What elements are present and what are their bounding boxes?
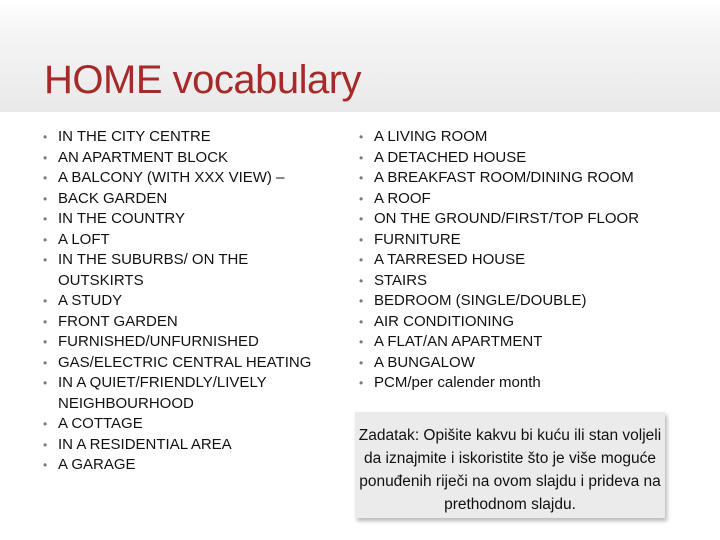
list-item: • A GARAGE bbox=[43, 455, 348, 476]
list-item: • AN APARTMENT BLOCK bbox=[43, 148, 348, 169]
list-item: • A TARRESED HOUSE bbox=[359, 250, 704, 271]
list-item: • A BREAKFAST ROOM/DINING ROOM bbox=[359, 168, 704, 189]
list-item: • ON THE GROUND/FIRST/TOP FLOOR bbox=[359, 209, 704, 230]
list-item: • STAIRS bbox=[359, 271, 704, 292]
list-item: • BEDROOM (SINGLE/DOUBLE) bbox=[359, 291, 704, 312]
list-item: • A COTTAGE bbox=[43, 414, 348, 435]
list-item: • IN THE COUNTRY bbox=[43, 209, 348, 230]
list-item: • IN A RESIDENTIAL AREA bbox=[43, 435, 348, 456]
list-item: • GAS/ELECTRIC CENTRAL HEATING bbox=[43, 353, 348, 374]
list-item: • FURNITURE bbox=[359, 230, 704, 251]
list-item: • FURNISHED/UNFURNISHED bbox=[43, 332, 348, 353]
list-item: • A STUDY bbox=[43, 291, 348, 312]
list-item: • A ROOF bbox=[359, 189, 704, 210]
list-item: • A BUNGALOW bbox=[359, 353, 704, 374]
slide-title: HOME vocabulary bbox=[44, 58, 362, 102]
task-label: Zadatak bbox=[358, 427, 415, 444]
task-text: : Opišite kakvu bi kuću ili stan voljeli da iznajmite i iskoristite što je više moguće ponuđenih riječi na ovom slajdu i prideva na prethodnom slajdu. bbox=[359, 427, 662, 513]
right-vocabulary-list bbox=[359, 127, 704, 394]
list-item: • A DETACHED HOUSE bbox=[359, 148, 704, 169]
list-item: • PCM/per calender month bbox=[359, 373, 704, 394]
list-item: • IN THE CITY CENTRE bbox=[43, 127, 348, 148]
task-box bbox=[355, 412, 665, 518]
list-item: • A LOFT bbox=[43, 230, 348, 251]
list-item: • AIR CONDITIONING bbox=[359, 312, 704, 333]
list-item: • A BALCONY (WITH XXX VIEW) – bbox=[43, 168, 348, 189]
list-item: • BACK GARDEN bbox=[43, 189, 348, 210]
list-item: • A LIVING ROOM bbox=[359, 127, 704, 148]
list-item: • A FLAT/AN APARTMENT bbox=[359, 332, 704, 353]
list-item: • IN THE SUBURBS/ ON THE OUTSKIRTS bbox=[43, 250, 283, 291]
list-item: • FRONT GARDEN bbox=[43, 312, 348, 333]
left-vocabulary-list bbox=[43, 127, 348, 476]
list-item: • IN A QUIET/FRIENDLY/LIVELY NEIGHBOURHOOD bbox=[43, 373, 313, 414]
